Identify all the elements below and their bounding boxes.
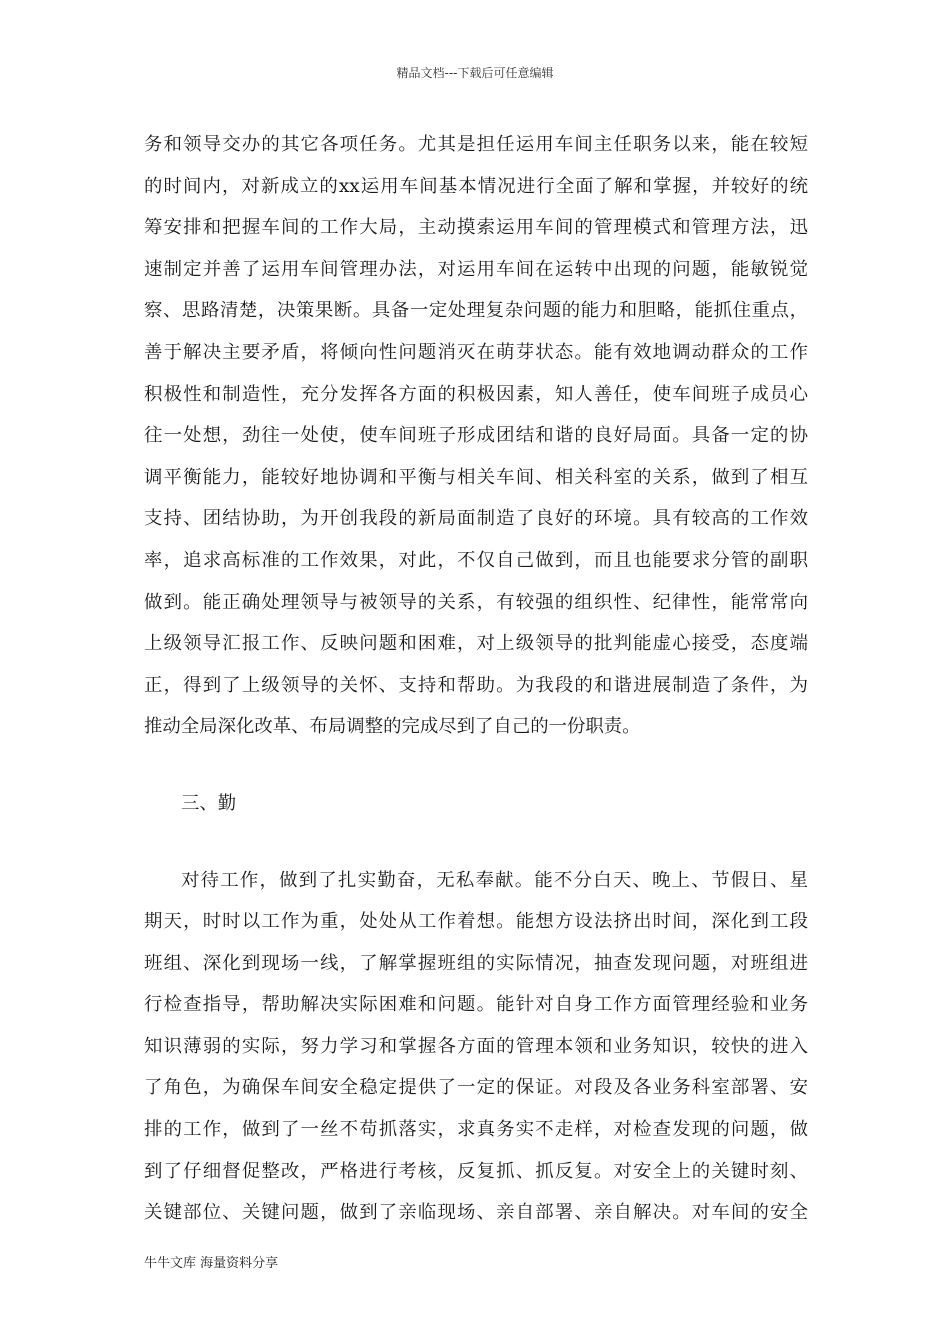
paragraph-line: 排的工作，做到了一丝不苟抓落实，求真务实不走样，对检查发现的问题，做 — [144, 1119, 808, 1141]
paragraph-line: 期天，时时以工作为重，处处从工作着想。能想方设法挤出时间，深化到工段 — [144, 911, 808, 933]
paragraph-line: 班组、深化到现场一线，了解掌握班组的实际情况，抽查发现问题，对班组进 — [144, 952, 808, 974]
paragraph-line: 率，追求高标准的工作效果，对此，不仅自己做到，而且也能要求分管的副职 — [144, 549, 808, 571]
paragraph-line: 知识薄弱的实际，努力学习和掌握各方面的管理本领和业务知识，较快的进入 — [144, 1035, 808, 1057]
paragraph-line: 行检查指导，帮助解决实际困难和问题。能针对自身工作方面管理经验和业务 — [144, 994, 808, 1016]
paragraph-line: 往一处想，劲往一处使，使车间班子形成团结和谐的良好局面。具备一定的协 — [144, 425, 808, 447]
document-body — [144, 124, 808, 1234]
paragraph-line: 调平衡能力，能较好地协调和平衡与相关车间、相关科室的关系，做到了相互 — [144, 466, 808, 488]
paragraph-line: 了角色，为确保车间安全稳定提供了一定的保证。对段及各业务科室部署、安 — [144, 1077, 808, 1099]
spacer — [144, 825, 808, 860]
paragraph-2 — [144, 860, 808, 1234]
paragraph-line: 关键部位、关键问题，做到了亲临现场、亲自部署、亲自解决。对车间的安全 — [144, 1202, 808, 1224]
section-heading: 三、勤 — [181, 792, 237, 814]
paragraph-line: 的时间内，对新成立的xx运用车间基本情况进行全面了解和掌握，并较好的统 — [144, 175, 808, 197]
paragraph-line: 察、思路清楚，决策果断。具备一定处理复杂问题的能力和胆略，能抓住重点， — [144, 300, 808, 322]
paragraph-line: 上级领导汇报工作、反映问题和困难，对上级领导的批判能虚心接受，态度端 — [144, 633, 808, 655]
paragraph-line: 筹安排和把握车间的工作大局，主动摸索运用车间的管理模式和管理方法，迅 — [144, 217, 808, 239]
paragraph-line: 正，得到了上级领导的关怀、支持和帮助。为我段的和谐进展制造了条件，为 — [144, 674, 808, 696]
paragraph-line: 到了仔细督促整改，严格进行考核，反复抓、抓反复。对安全上的关键时刻、 — [144, 1160, 808, 1182]
paragraph-line: 善于解决主要矛盾，将倾向性问题消灭在萌芽状态。能有效地调动群众的工作 — [144, 341, 808, 363]
paragraph-line: 做到。能正确处理领导与被领导的关系，有较强的组织性、纪律性，能常常向 — [144, 591, 808, 613]
paragraph-line: 推动全局深化改革、布局调整的完成尽到了自己的一份职责。 — [144, 716, 641, 738]
paragraph-line: 对待工作，做到了扎实勤奋，无私奉献。能不分白天、晚上、节假日、星 — [181, 869, 808, 891]
paragraph-line: 支持、团结协助，为开创我段的新局面制造了良好的环境。具有较高的工作效 — [144, 508, 808, 530]
paragraph-line: 务和领导交办的其它各项任务。尤其是担任运用车间主任职务以来，能在较短 — [144, 134, 808, 155]
paragraph-line: 速制定并善了运用车间管理办法，对运用车间在运转中出现的问题，能敏锐觉 — [144, 258, 808, 280]
paragraph-line: 积极性和制造性，充分发挥各方面的积极因素，知人善任，使车间班子成员心 — [144, 383, 808, 405]
page-header: 精品文档---下载后可任意编辑 — [396, 66, 554, 80]
spacer — [144, 748, 808, 783]
paragraph-1 — [144, 124, 808, 748]
page-footer: 牛牛文库 海量资料分享 — [144, 1256, 279, 1271]
